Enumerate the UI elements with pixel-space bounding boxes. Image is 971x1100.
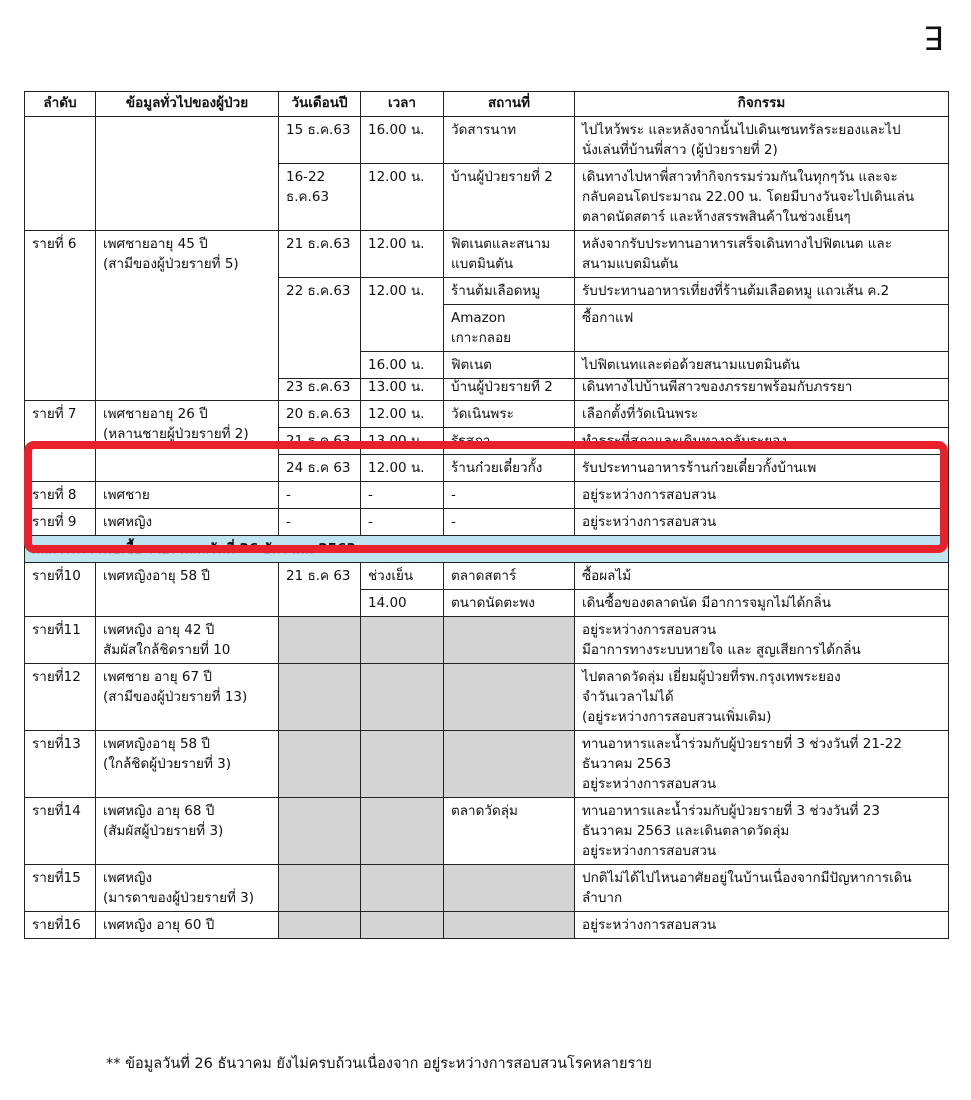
date-line: 16-22 bbox=[286, 169, 326, 185]
activity-cell: อยู่ระหว่างการสอบสวน bbox=[575, 509, 949, 536]
info-line: (สามีของผู้ป่วยรายที่ 13) bbox=[103, 689, 248, 705]
place-cell: - bbox=[444, 482, 575, 509]
header-date: วันเดือนปี bbox=[279, 92, 361, 117]
activity-line: ไปไหว้พระ และหลังจากนั้นไปเดินเซนทรัลระยองและไป bbox=[582, 122, 901, 138]
header-place: สถานที่ bbox=[444, 92, 575, 117]
date-cell: 24 ธ.ค 63 bbox=[279, 455, 361, 482]
activity-line: ลำบาก bbox=[582, 890, 623, 906]
activity-line: เดินทางไปหาพี่สาวทำกิจกรรมร่วมกันในทุกๆวัน และจะ bbox=[582, 169, 898, 185]
time-cell: 16.00 น. bbox=[361, 352, 444, 379]
table-row bbox=[25, 912, 949, 939]
place-cell: บ้านผู้ป่วยรายที่ 2 bbox=[444, 164, 575, 231]
activity-line: กลับคอนโดประมาณ 22.00 น. โดยมีบางวันจะไปเดินเล่น bbox=[582, 189, 915, 205]
footnote: ** ข้อมูลวันที่ 26 ธันวาคม ยังไม่ครบถ้วนเนื่องจาก อยู่ระหว่างการสอบสวนโรคหลายราย bbox=[106, 1056, 652, 1072]
time-cell: 12.00 น. bbox=[361, 455, 444, 482]
place-cell-empty bbox=[444, 912, 575, 939]
activity-line: อยู่ระหว่างการสอบสวน bbox=[582, 776, 717, 792]
activity-cell: เดินซื้อของตลาดนัด มีอาการจมูกไม่ได้กลิ่น bbox=[575, 590, 949, 617]
time-cell: ช่วงเย็น bbox=[361, 563, 444, 590]
info-line: เพศชายอายุ 26 ปี bbox=[103, 406, 208, 422]
patient-info-cell bbox=[96, 731, 279, 798]
case-no-cell: รายที่ 6 bbox=[25, 231, 96, 401]
table-row bbox=[25, 563, 949, 590]
case-no-cell: รายที่11 bbox=[25, 617, 96, 664]
time-cell: 13.00 น. bbox=[361, 379, 444, 401]
activity-line: นั่งเล่นที่บ้านพี่สาว (ผู้ป่วยรายที่ 2) bbox=[582, 142, 778, 158]
date-cell: 21 ธ.ค 63 bbox=[279, 428, 361, 455]
patient-info-cell bbox=[96, 117, 279, 231]
case-no-cell: รายที่15 bbox=[25, 865, 96, 912]
activity-line: อยู่ระหว่างการสอบสวน bbox=[582, 843, 717, 859]
place-cell-empty bbox=[444, 731, 575, 798]
case-no-cell bbox=[25, 117, 96, 231]
info-line: (สามีของผู้ป่วยรายที่ 5) bbox=[103, 256, 239, 272]
activity-line: (อยู่ระหว่างการสอบสวนเพิ่มเติม) bbox=[582, 709, 772, 725]
activity-line: หลังจากรับประทานอาหารเสร็จเดินทางไปฟิตเนต และ bbox=[582, 236, 892, 252]
place-cell-empty bbox=[444, 664, 575, 731]
date-cell: - bbox=[279, 482, 361, 509]
activity-cell: รับประทานอาหารร้านก๋วยเตี๋ยวกั้งบ้านเพ bbox=[575, 455, 949, 482]
info-line: เพศหญิง อายุ 68 ปี bbox=[103, 803, 215, 819]
activity-cell bbox=[575, 231, 949, 278]
table-row bbox=[25, 664, 949, 731]
case-no-cell: รายที่10 bbox=[25, 563, 96, 617]
place-line: เกาะกลอย bbox=[451, 330, 512, 346]
info-line: (มารดาของผู้ป่วยรายที่ 3) bbox=[103, 890, 255, 906]
activity-cell bbox=[575, 164, 949, 231]
patient-info-cell bbox=[96, 664, 279, 731]
activity-line: ทานอาหารและน้ำร่วมกับผู้ป่วยรายที่ 3 ช่วงวันที่ 23 bbox=[582, 803, 880, 819]
time-cell: 12.00 น. bbox=[361, 164, 444, 231]
patient-info-cell bbox=[96, 231, 279, 401]
header-patient-info: ข้อมูลทั่วไปของผู้ป่วย bbox=[96, 92, 279, 117]
place-cell: ตลาดสตาร์ bbox=[444, 563, 575, 590]
patient-info-cell: เพศหญิง bbox=[96, 509, 279, 536]
info-line: เพศหญิง bbox=[103, 870, 153, 886]
patient-info-cell bbox=[96, 798, 279, 865]
date-cell: 20 ธ.ค.63 bbox=[279, 401, 361, 428]
place-cell: ร้านก๋วยเตี๋ยวกั้ง bbox=[444, 455, 575, 482]
activity-line: จำวันเวลาไม่ได้ bbox=[582, 689, 674, 705]
info-line: (สัมผัสผู้ป่วยรายที่ 3) bbox=[103, 823, 224, 839]
info-line: สัมผัสใกล้ชิดรายที่ 10 bbox=[103, 642, 231, 658]
date-cell-empty bbox=[279, 664, 361, 731]
date-cell bbox=[279, 164, 361, 231]
time-cell: 16.00 น. bbox=[361, 117, 444, 164]
header-time: เวลา bbox=[361, 92, 444, 117]
highlight-box bbox=[24, 441, 948, 553]
activity-cell bbox=[575, 617, 949, 664]
activity-cell bbox=[575, 798, 949, 865]
activity-line: ปกติไม่ได้ไปไหนอาศัยอยู่ในบ้านเนื่องจากมีปัญหาการเดิน bbox=[582, 870, 912, 886]
table-row bbox=[25, 731, 949, 798]
case-no-cell: รายที่ 9 bbox=[25, 509, 96, 536]
place-cell bbox=[444, 231, 575, 278]
date-cell: 15 ธ.ค.63 bbox=[279, 117, 361, 164]
section-title: ผลการตรวจพบเชื้อ รายงานผลวันที่ 26 ธันวาคม 2563 bbox=[25, 536, 949, 563]
date-cell-empty bbox=[279, 865, 361, 912]
activity-cell: ไปฟิตเนทและต่อด้วยสนามแบตมินตัน bbox=[575, 352, 949, 379]
place-line: Amazon bbox=[451, 310, 506, 326]
patient-info-cell: เพศหญิง อายุ 60 ปี bbox=[96, 912, 279, 939]
place-cell: วัดสารนาท bbox=[444, 117, 575, 164]
table-header-row bbox=[25, 92, 949, 117]
info-line: (ใกล้ชิดผู้ป่วยรายที่ 3) bbox=[103, 756, 231, 772]
time-cell: 12.00 น. bbox=[361, 278, 444, 352]
place-line: ฟิตเนตและสนาม bbox=[451, 236, 551, 252]
time-cell-empty bbox=[361, 798, 444, 865]
table-row bbox=[25, 231, 949, 278]
activity-line: มีอาการทางระบบหายใจ และ สูญเสียการได้กลิ่น bbox=[582, 642, 861, 658]
activity-line: ไปตลาดวัดลุ่ม เยี่ยมผู้ป่วยที่รพ.กรุงเทพระยอง bbox=[582, 669, 841, 685]
header-activity: กิจกรรม bbox=[575, 92, 949, 117]
place-cell: ตลาดวัดลุ่ม bbox=[444, 798, 575, 865]
activity-cell: ซื้อผลไม้ bbox=[575, 563, 949, 590]
date-cell-empty bbox=[279, 731, 361, 798]
case-no-cell: รายที่13 bbox=[25, 731, 96, 798]
activity-line: ธันวาคม 2563 bbox=[582, 756, 672, 772]
date-cell: 21 ธ.ค.63 bbox=[279, 231, 361, 278]
date-cell: 21 ธ.ค 63 bbox=[279, 563, 361, 617]
activity-line: ธันวาคม 2563 และเดินตลาดวัดลุ่ม bbox=[582, 823, 790, 839]
activity-line: ทานอาหารและน้ำร่วมกับผู้ป่วยรายที่ 3 ช่วงวันที่ 21-22 bbox=[582, 736, 902, 752]
time-cell-empty bbox=[361, 865, 444, 912]
info-line: เพศหญิง อายุ 42 ปี bbox=[103, 622, 215, 638]
case-no-cell: รายที่14 bbox=[25, 798, 96, 865]
time-cell: 12.00 น. bbox=[361, 231, 444, 278]
date-cell: 22 ธ.ค.63 bbox=[279, 278, 361, 379]
activity-cell: เลือกตั้งที่วัดเนินพระ bbox=[575, 401, 949, 428]
activity-cell: ทำธุระที่สภาและเดินทางกลับระยอง bbox=[575, 428, 949, 455]
table-row bbox=[25, 798, 949, 865]
time-cell-empty bbox=[361, 617, 444, 664]
activity-cell bbox=[575, 117, 949, 164]
time-cell: - bbox=[361, 509, 444, 536]
patient-info-cell: เพศหญิงอายุ 58 ปี bbox=[96, 563, 279, 617]
table-row bbox=[25, 117, 949, 164]
header-no: ลำดับ bbox=[25, 92, 96, 117]
activity-cell: ซื้อกาแฟ bbox=[575, 305, 949, 352]
info-line: (หลานชายผู้ป่วยรายที่ 2) bbox=[103, 426, 249, 442]
time-cell: 12.00 น. bbox=[361, 401, 444, 428]
place-cell-empty bbox=[444, 865, 575, 912]
date-cell: - bbox=[279, 509, 361, 536]
date-cell-empty bbox=[279, 617, 361, 664]
patient-info-cell bbox=[96, 617, 279, 664]
place-cell bbox=[444, 305, 575, 352]
time-cell: - bbox=[361, 482, 444, 509]
place-cell: ร้านต้มเลือดหมู bbox=[444, 278, 575, 305]
place-cell: วัดเนินพระ bbox=[444, 401, 575, 428]
date-line: ธ.ค.63 bbox=[286, 189, 330, 205]
patient-info-cell bbox=[96, 865, 279, 912]
time-cell-empty bbox=[361, 664, 444, 731]
place-cell-empty bbox=[444, 617, 575, 664]
place-cell: บ้านผู้ป่วยรายที่ 2 bbox=[444, 379, 575, 401]
place-line: แบตมินตัน bbox=[451, 256, 514, 272]
case-no-cell: รายที่16 bbox=[25, 912, 96, 939]
time-cell-empty bbox=[361, 731, 444, 798]
info-line: เพศหญิงอายุ 58 ปี bbox=[103, 736, 211, 752]
place-cell: ตนาดนัดตะพง bbox=[444, 590, 575, 617]
activity-cell bbox=[575, 731, 949, 798]
activity-cell: อยู่ระหว่างการสอบสวน bbox=[575, 482, 949, 509]
activity-line: อยู่ระหว่างการสอบสวน bbox=[582, 622, 717, 638]
info-line: เพศชาย อายุ 67 ปี bbox=[103, 669, 212, 685]
patient-info-cell: เพศชาย bbox=[96, 482, 279, 509]
place-cell: ฟิตเนต bbox=[444, 352, 575, 379]
date-cell: 23 ธ.ค.63 bbox=[279, 379, 361, 401]
activity-cell: เดินทางไปบ้านพี่สาวของภรรยาพร้อมกับภรรยา bbox=[575, 379, 949, 401]
case-no-cell: รายที่12 bbox=[25, 664, 96, 731]
time-cell-empty bbox=[361, 912, 444, 939]
date-cell-empty bbox=[279, 798, 361, 865]
case-no-cell: รายที่ 7 bbox=[25, 401, 96, 482]
case-no-cell: รายที่ 8 bbox=[25, 482, 96, 509]
activity-cell bbox=[575, 664, 949, 731]
activity-cell: รับประทานอาหารเที่ยงที่ร้านต้มเลือดหมู แถวเส้น ค.2 bbox=[575, 278, 949, 305]
time-cell: 14.00 bbox=[361, 590, 444, 617]
info-line: เพศชายอายุ 45 ปี bbox=[103, 236, 208, 252]
table-row bbox=[25, 401, 949, 428]
date-cell-empty bbox=[279, 912, 361, 939]
activity-cell: อยู่ระหว่างการสอบสวน bbox=[575, 912, 949, 939]
time-cell: 13.00 น. bbox=[361, 428, 444, 455]
page-number: ꓱ bbox=[924, 20, 945, 58]
place-cell: รัฐสภา bbox=[444, 428, 575, 455]
activity-line: สนามแบตมินตัน bbox=[582, 256, 679, 272]
table-row bbox=[25, 617, 949, 664]
activity-line: ตลาดนัดสตาร์ และห้างสรรพสินค้าในช่วงเย็นๆ bbox=[582, 209, 851, 225]
table-row bbox=[25, 865, 949, 912]
place-cell: - bbox=[444, 509, 575, 536]
activity-cell bbox=[575, 865, 949, 912]
